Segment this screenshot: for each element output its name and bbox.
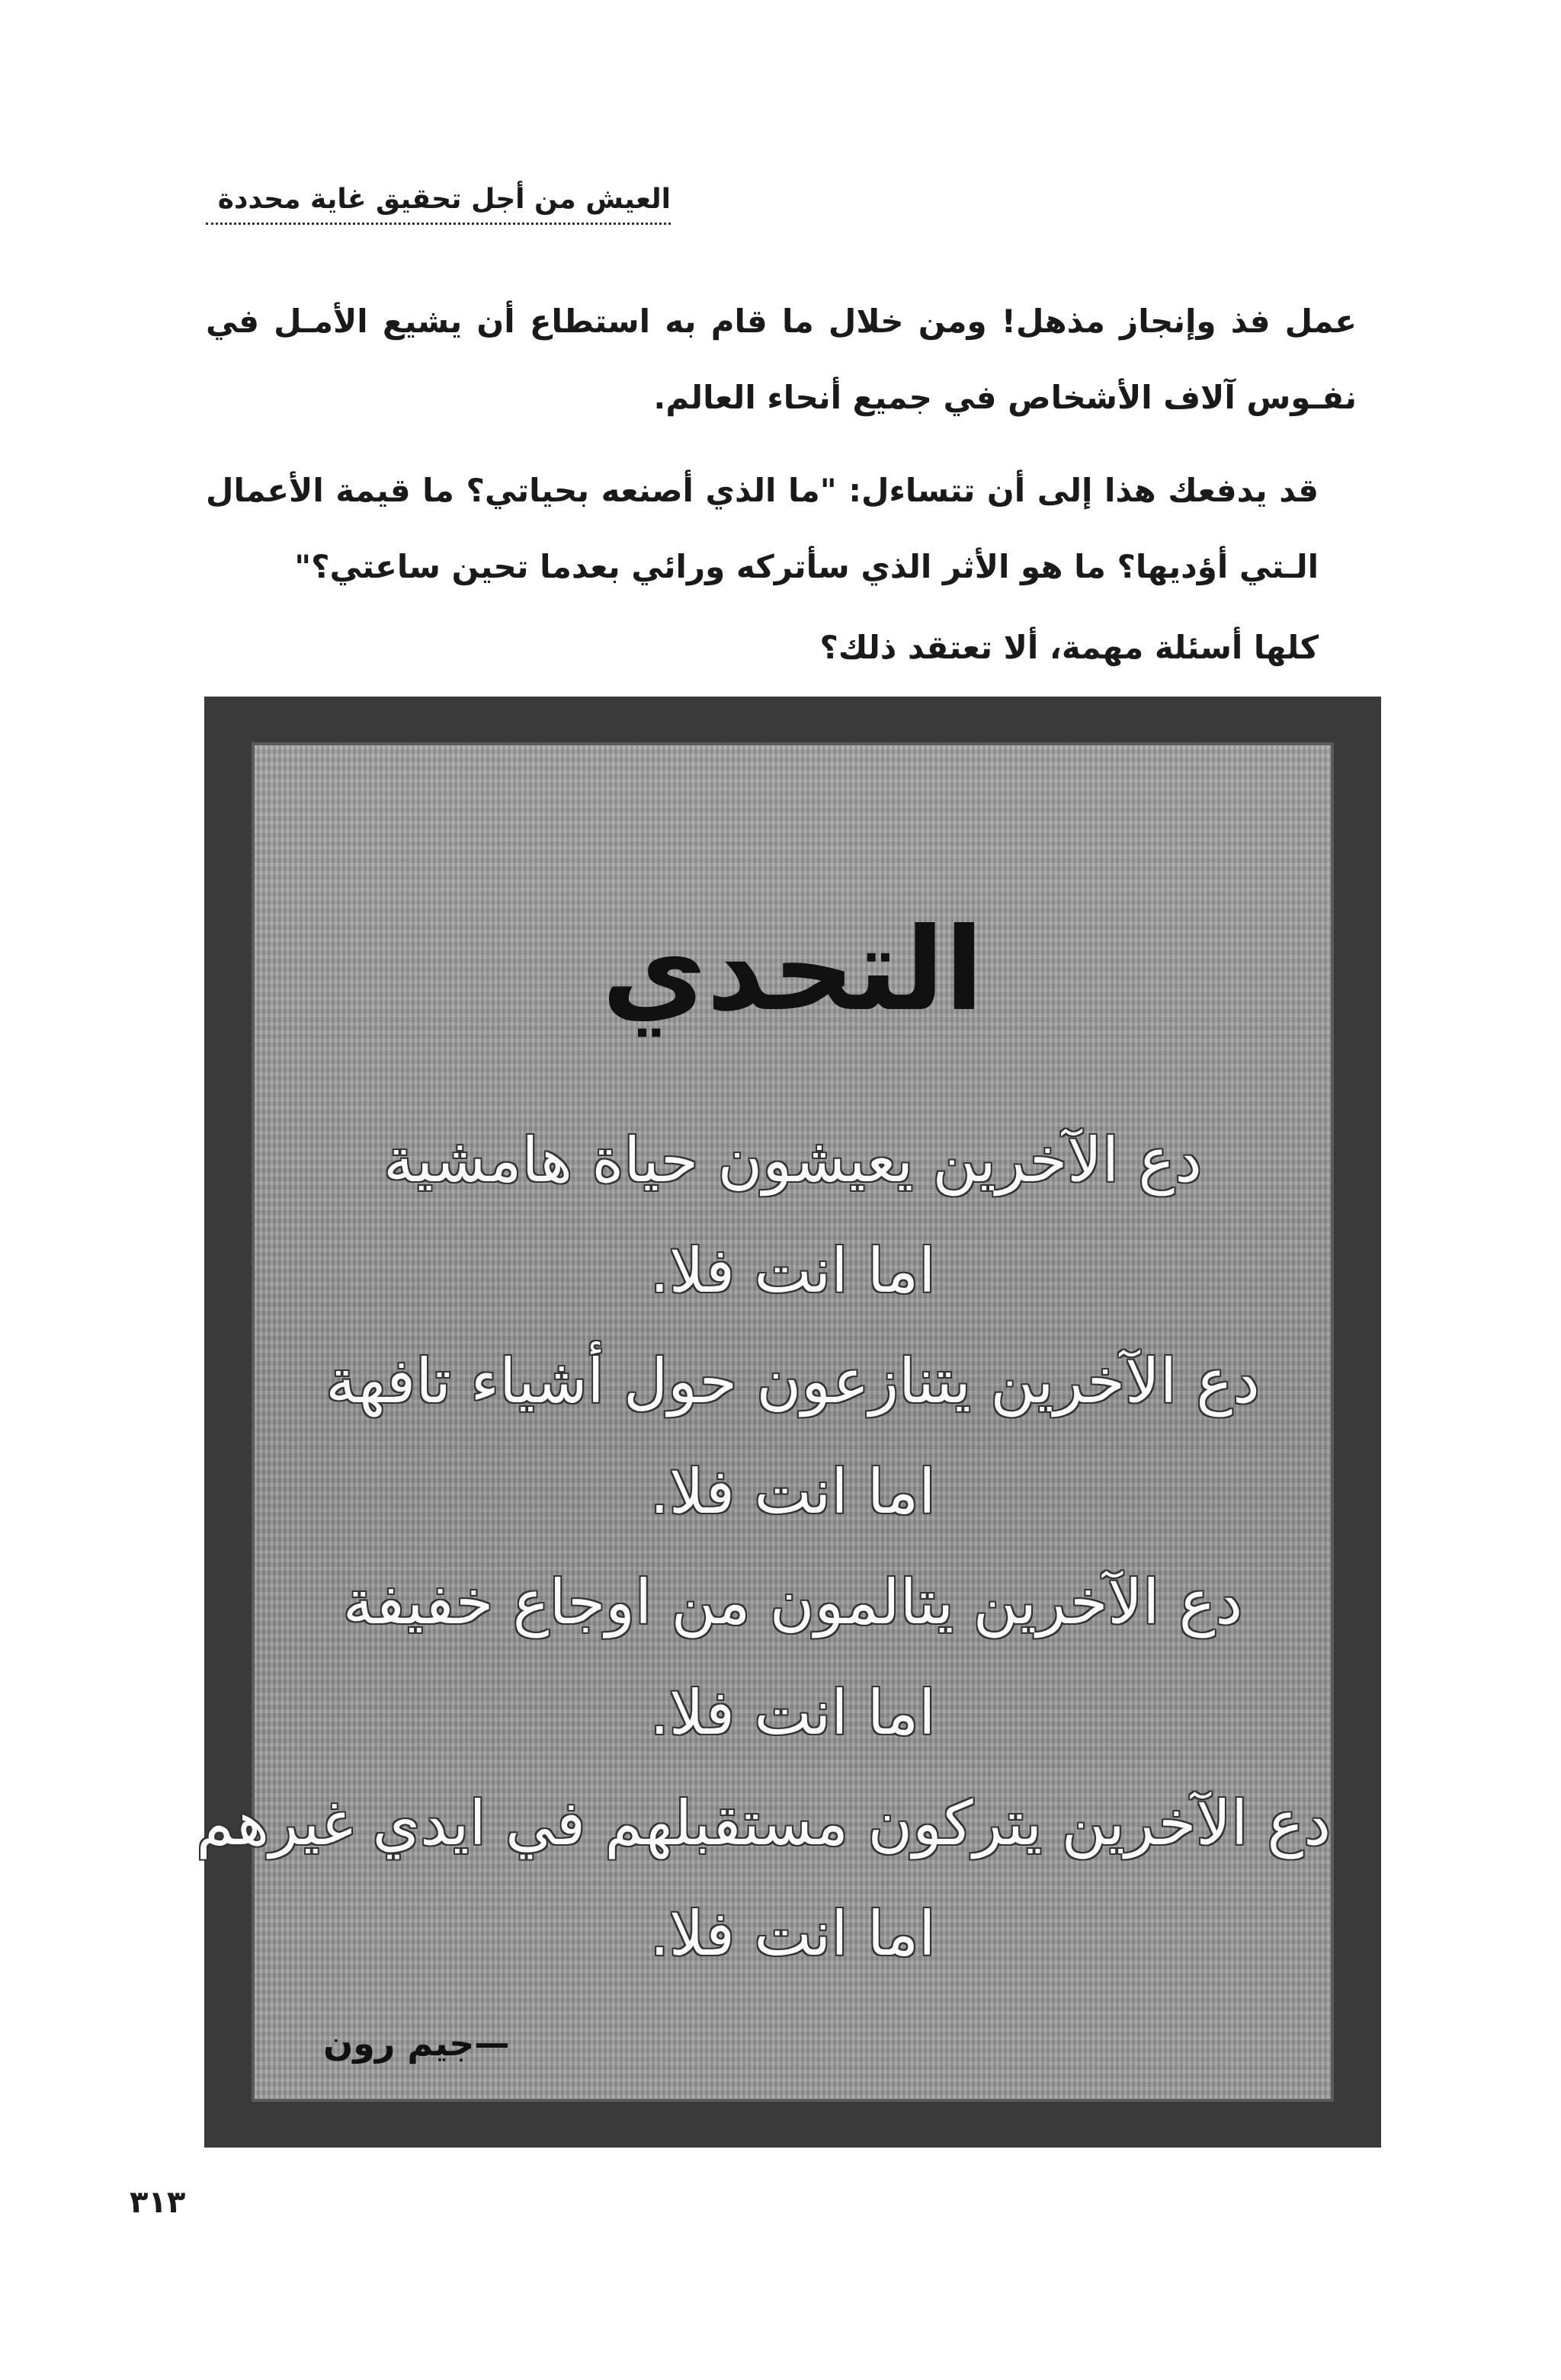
poem-panel [196, 742, 1334, 2102]
poem-title: التحدي [601, 904, 984, 1036]
poem-line-1: دع الآخرين يعيشون حياة هامشية [383, 1125, 1202, 1196]
poem-line-7: دع الآخرين يتركون مستقبلهم في ايدي غيرهم [196, 1788, 1331, 1859]
poem-line-8: اما انت فلا. [649, 1898, 936, 1969]
paragraph-1: عمل فذ وإنجاز مذهل! ومن خلال ما قام به استطاع أن يشيع الأمـل في نفـوس آلاف الأشخاص في جميع أنحاء العالم. [206, 303, 1357, 416]
poem-author: —جيم رون [323, 2023, 510, 2064]
poem-line-5: دع الآخرين يتالمون من اوجاع خفيفة [342, 1567, 1243, 1638]
page-number: ٣١٣ [130, 2185, 186, 2220]
paragraph-3: كلها أسئلة مهمة، ألا تعتقد ذلك؟ [819, 629, 1319, 666]
paragraph-2: قد يدفعك هذا إلى أن تتساءل: "ما الذي أصنعه بحياتي؟ ما قيمة الأعمال الـتي أؤديها؟ ما هو الأثر الذي سأتركه ورائي بعدما تحين ساعتي؟" [206, 472, 1319, 585]
poem-line-4: اما انت فلا. [649, 1456, 936, 1527]
poem-frame [196, 697, 1381, 2148]
poem-line-3: دع الآخرين يتنازعون حول أشياء تافهة [325, 1346, 1260, 1417]
running-header: العيش من أجل تحقيق غاية محددة [206, 177, 671, 225]
poem-line-2: اما انت فلا. [649, 1235, 936, 1306]
poem-line-6: اما انت فلا. [649, 1677, 936, 1748]
